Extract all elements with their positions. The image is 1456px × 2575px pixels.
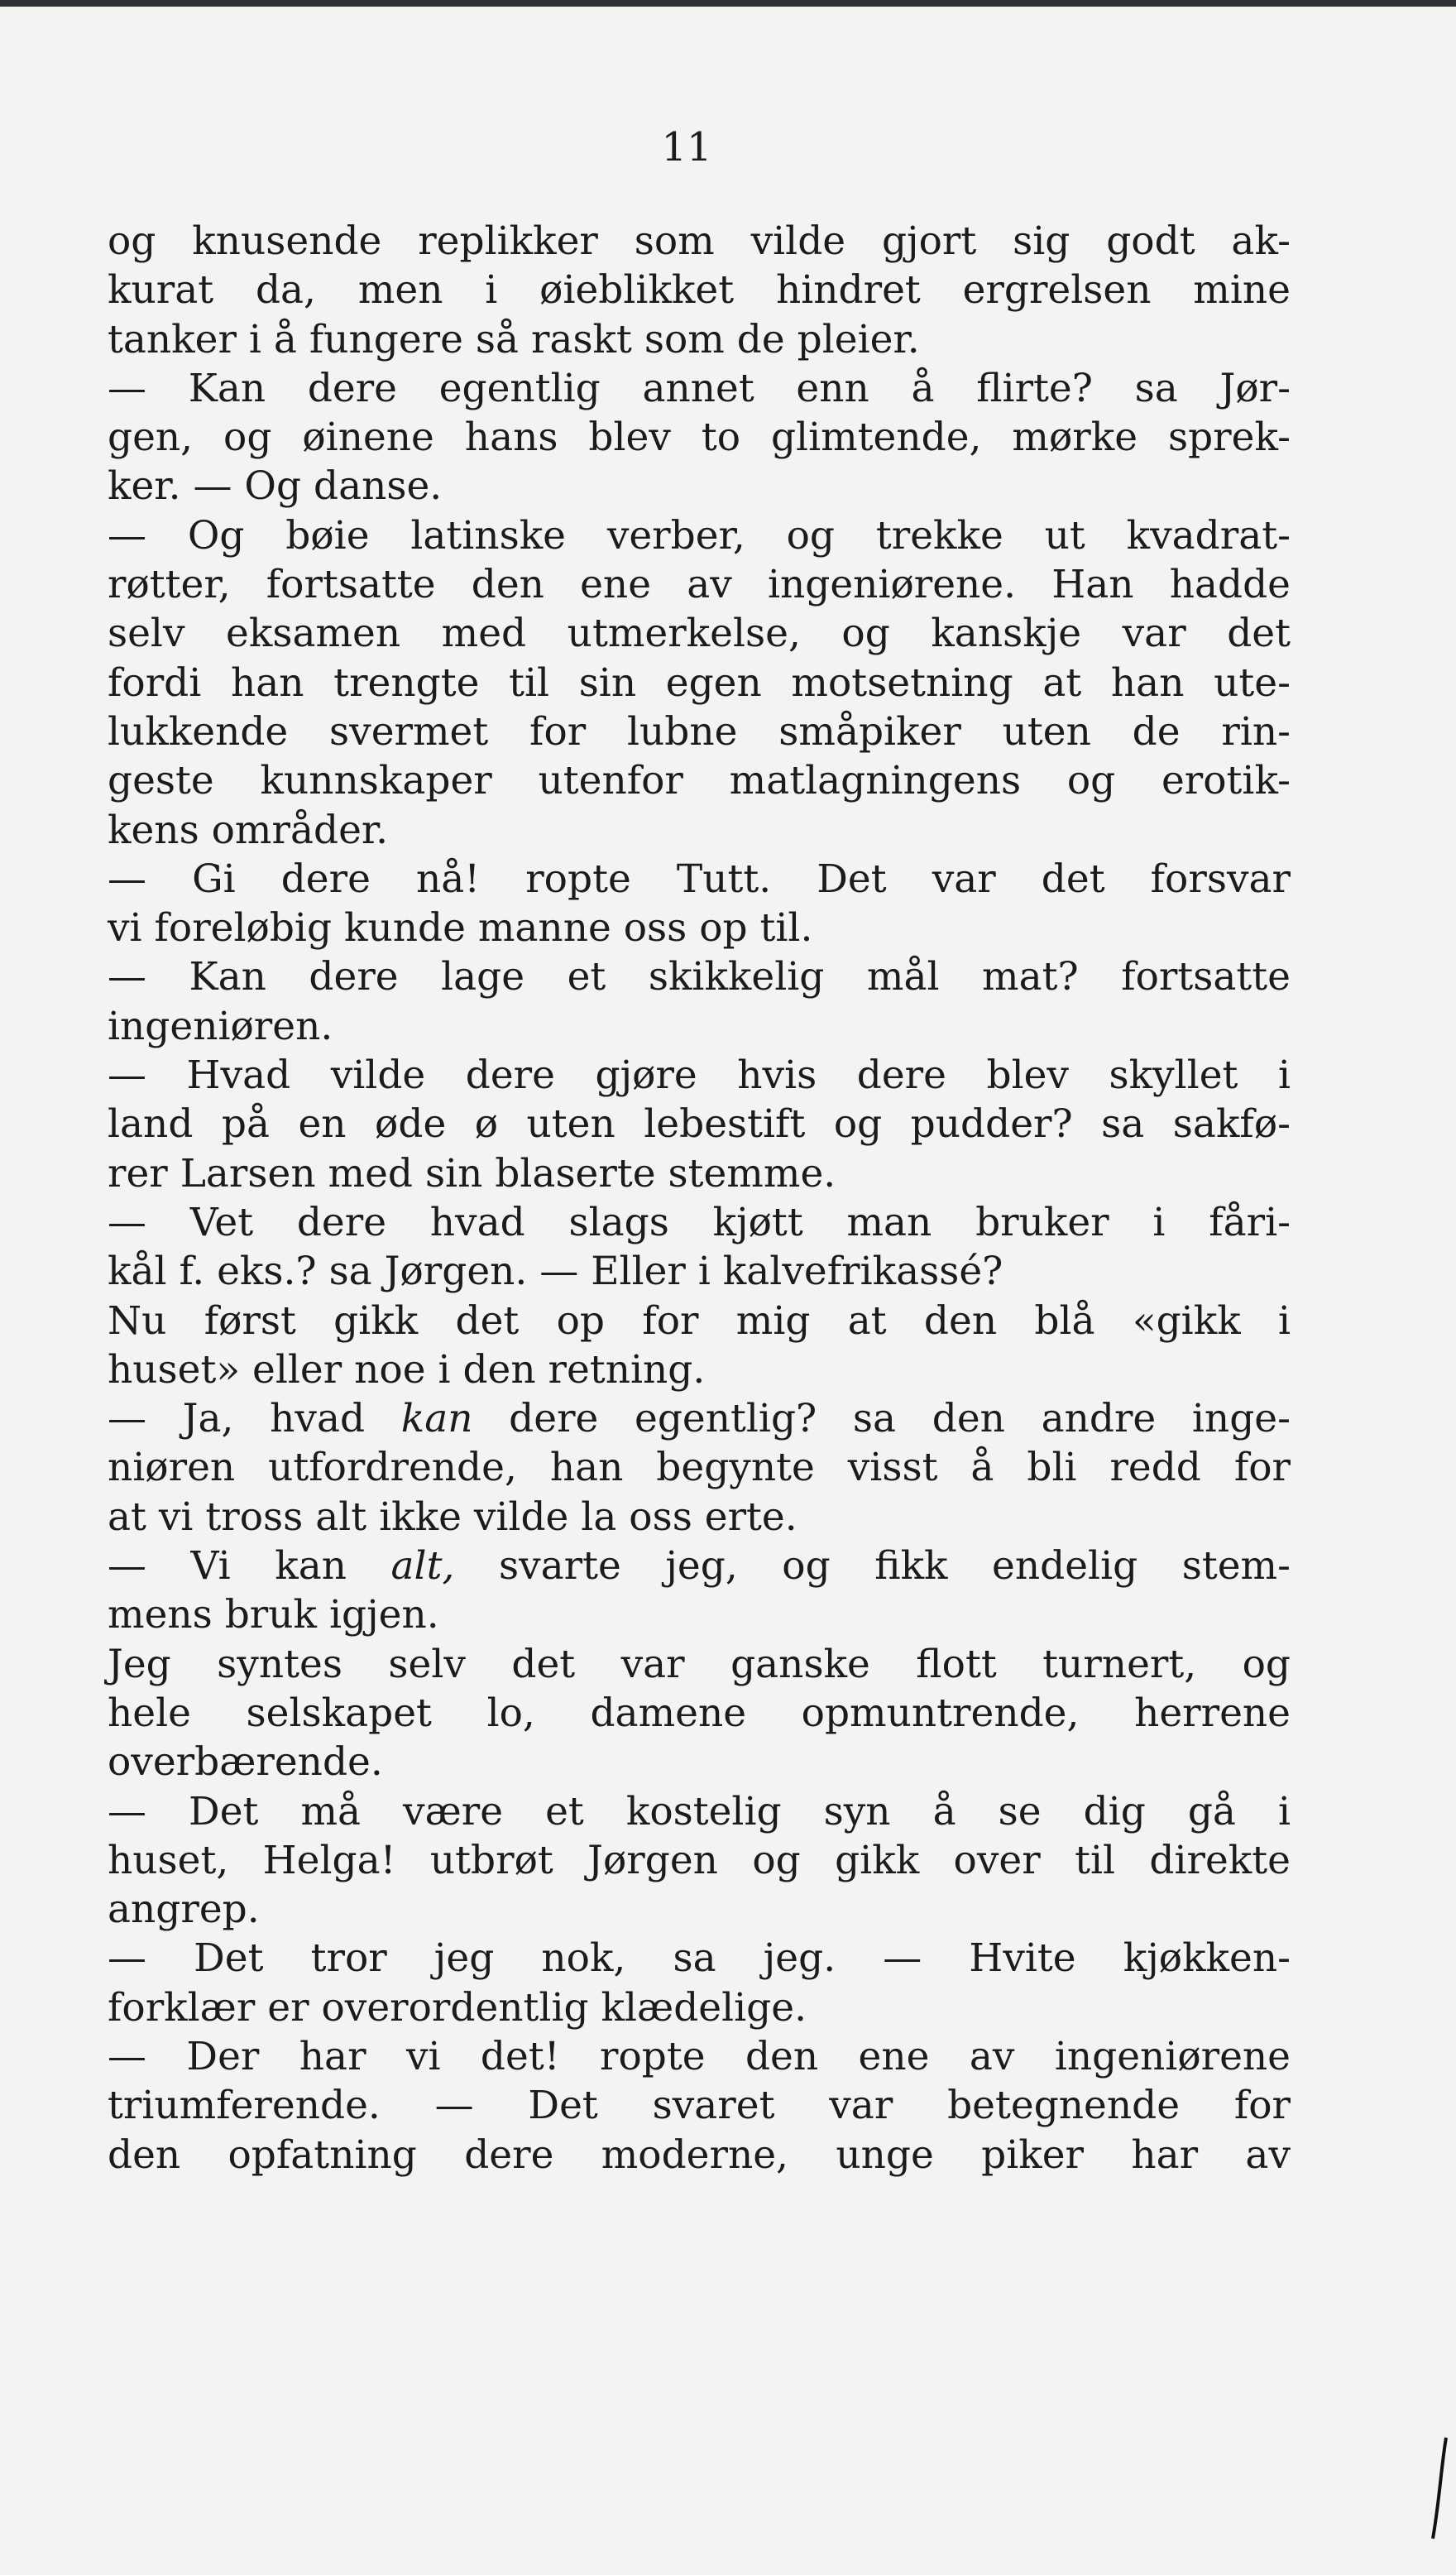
text-line: overbærende. — [108, 1739, 383, 1786]
text-line: geste kunnskaper utenfor matlagningens og erotik- — [108, 758, 1291, 804]
text-line: forklær er overordentlig klædelige. — [108, 1984, 807, 2031]
text-line: den opfatning dere moderne, unge piker har av — [108, 2131, 1291, 2178]
text-line: ker. — Og danse. — [108, 463, 443, 510]
text-line: — Det må være et kostelig syn å se dig gå i — [108, 1788, 1291, 1834]
pencil-mark-icon — [1430, 2434, 1451, 2542]
body-text — [108, 217, 1291, 2179]
text-line: — Det tror jeg nok, sa jeg. — Hvite kjøkken- — [108, 1935, 1291, 1982]
text-line: og knusende replikker som vilde gjort sig godt ak- — [108, 218, 1291, 264]
italic-word: alt, — [390, 1543, 455, 1590]
text-segment: dere egentlig? sa den andre inge- — [472, 1396, 1291, 1442]
text-line: — Der har vi det! ropte den ene av ingeniørene — [108, 2033, 1291, 2079]
text-line: vi foreløbig kunde manne oss op til. — [108, 905, 813, 952]
text-line: — Og bøie latinske verber, og trekke ut kvadrat- — [108, 512, 1291, 559]
text-line: huset, Helga! utbrøt Jørgen og gikk over til direkte — [108, 1837, 1291, 1883]
text-line: — Hvad vilde dere gjøre hvis dere blev skyllet i — [108, 1053, 1291, 1099]
text-line — [108, 1542, 1291, 1590]
text-line: angrep. — [108, 1887, 260, 1933]
text-line: niøren utfordrende, han begynte visst å bli redd for — [108, 1445, 1291, 1491]
text-line: røtter, fortsatte den ene av ingeniørene. Han hadde — [108, 562, 1291, 608]
text-line: rer Larsen med sin blaserte stemme. — [108, 1150, 836, 1196]
text-line: mens bruk igjen. — [108, 1592, 439, 1638]
page-top-edge — [0, 0, 1456, 7]
text-segment: — Ja, hvad — [108, 1396, 401, 1442]
text-line: Nu først gikk det op for mig at den blå «gikk i — [108, 1297, 1291, 1344]
text-line: — Gi dere nå! ropte Tutt. Det var det forsvar — [108, 856, 1291, 902]
text-line: land på en øde ø uten lebestift og pudder? sa sakfø- — [108, 1101, 1291, 1148]
text-segment: svarte jeg, og fikk endelig stem- — [454, 1543, 1291, 1590]
text-line: kens områder. — [108, 807, 389, 853]
text-line — [108, 1394, 1291, 1443]
page-number: 11 — [661, 124, 712, 170]
text-line: hele selskapet lo, damene opmuntrende, herrene — [108, 1690, 1291, 1736]
text-line: Jeg syntes selv det var ganske flott turnert, og — [108, 1641, 1291, 1687]
text-line: at vi tross alt ikke vilde la oss erte. — [108, 1494, 797, 1540]
text-line: lukkende svermet for lubne småpiker uten de rin- — [108, 708, 1291, 755]
text-segment: — Vi kan — [108, 1543, 391, 1590]
text-line: fordi han trengte til sin egen motsetning at han ute- — [108, 659, 1291, 706]
text-line: kurat da, men i øieblikket hindret ergrelsen mine — [108, 267, 1291, 314]
text-line: selv eksamen med utmerkelse, og kanskje var det — [108, 611, 1291, 657]
text-line: tanker i å fungere så raskt som de pleier. — [108, 316, 920, 362]
text-line: triumferende. — Det svaret var betegnende for — [108, 2083, 1291, 2129]
text-line: — Vet dere hvad slags kjøtt man bruker i fåri- — [108, 1199, 1291, 1245]
text-line: — Kan dere lage et skikkelig mål mat? fortsatte — [108, 954, 1291, 1000]
text-line: ingeniøren. — [108, 1003, 333, 1049]
text-line: gen, og øinene hans blev to glimtende, mørke sprek- — [108, 415, 1291, 461]
text-line: huset» eller noe i den retning. — [108, 1346, 706, 1393]
text-line: — Kan dere egentlig annet enn å flirte? sa Jør- — [108, 365, 1291, 411]
italic-word: kan — [400, 1396, 473, 1442]
text-line: kål f. eks.? sa Jørgen. — Eller i kalvefrikassé? — [108, 1249, 1003, 1295]
